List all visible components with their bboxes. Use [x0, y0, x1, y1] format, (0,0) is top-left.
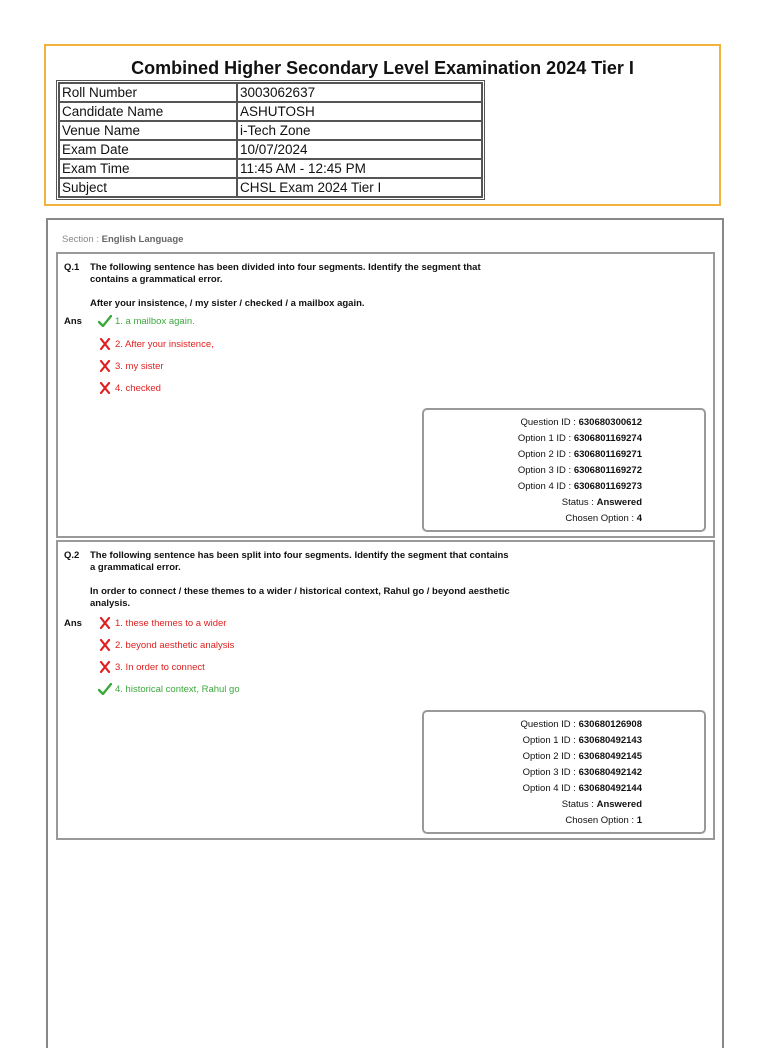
response-sheet [46, 218, 724, 1048]
option-2 [98, 639, 234, 651]
option-text: 2. After your insistence, [115, 338, 214, 350]
option-text: 3. In order to connect [115, 661, 205, 673]
row-label: Candidate Name [59, 102, 237, 121]
option-text: 2. beyond aesthetic analysis [115, 639, 235, 651]
question-sentence: In order to connect / these themes to a wider / historical context, Rahul go / beyond aesthetic analysis. [90, 586, 510, 609]
option-1 [98, 617, 226, 629]
info-row: Chosen Option : 1 [565, 815, 642, 826]
option-text: 4. checked [115, 382, 161, 394]
info-row: Option 2 ID : 630680492145 [522, 751, 642, 762]
table-row [59, 83, 482, 102]
question-info-box [422, 408, 706, 532]
option-4 [98, 382, 161, 394]
table-row [59, 178, 482, 197]
info-row: Option 3 ID : 630680492142 [522, 767, 642, 778]
option-4 [98, 683, 240, 695]
table-row [59, 121, 482, 140]
row-label: Subject [59, 178, 237, 197]
candidate-info-table [56, 80, 485, 200]
option-text: 1. these themes to a wider [115, 617, 227, 629]
exam-header [44, 44, 721, 206]
row-value: 3003062637 [237, 83, 482, 102]
row-value: 10/07/2024 [237, 140, 482, 159]
info-row: Status : Answered [561, 799, 642, 810]
option-3 [98, 661, 205, 673]
question-sentence: After your insistence, / my sister / checked / a mailbox again. [90, 298, 365, 309]
row-value: i-Tech Zone [237, 121, 482, 140]
option-text: 3. my sister [115, 360, 164, 372]
option-1 [98, 315, 195, 327]
cross-icon [98, 639, 112, 651]
row-value: 11:45 AM - 12:45 PM [237, 159, 482, 178]
row-label: Exam Time [59, 159, 237, 178]
exam-title: Combined Higher Secondary Level Examination 2024 Tier I [131, 58, 634, 78]
cross-icon [98, 661, 112, 673]
option-text: 4. historical context, Rahul go [115, 683, 240, 695]
question-number: Q.2 [64, 550, 80, 561]
cross-icon [98, 617, 112, 629]
info-row: Option 4 ID : 6306801169273 [517, 481, 642, 492]
table-row [59, 140, 482, 159]
row-value: CHSL Exam 2024 Tier I [237, 178, 482, 197]
row-label: Exam Date [59, 140, 237, 159]
question-text: The following sentence has been divided into four segments. Identify the segment that contains a grammatical error. [90, 262, 481, 285]
row-label: Roll Number [59, 83, 237, 102]
question-info-box [422, 710, 706, 834]
row-value: ASHUTOSH [237, 102, 482, 121]
ans-label: Ans [64, 618, 82, 629]
info-row: Option 2 ID : 6306801169271 [517, 449, 642, 460]
check-icon [98, 315, 112, 327]
question-text: The following sentence has been split into four segments. Identify the segment that contains a grammatical error. [90, 550, 509, 573]
ans-label: Ans [64, 316, 82, 327]
section-label [62, 234, 183, 245]
check-icon [98, 683, 112, 695]
info-row: Option 3 ID : 6306801169272 [517, 465, 642, 476]
question-number: Q.1 [64, 262, 80, 273]
table-row [59, 102, 482, 121]
section-name: English Language [101, 234, 184, 245]
info-row: Question ID : 630680126908 [520, 719, 642, 730]
table-row [59, 159, 482, 178]
info-row: Option 1 ID : 630680492143 [522, 735, 642, 746]
question-card-2 [56, 540, 715, 840]
option-3 [98, 360, 164, 372]
info-row: Chosen Option : 4 [565, 513, 642, 524]
cross-icon [98, 338, 112, 350]
section-prefix: Section : [62, 234, 102, 245]
question-card-1 [56, 252, 715, 538]
info-row: Status : Answered [561, 497, 642, 508]
info-row: Option 1 ID : 6306801169274 [517, 433, 642, 444]
option-2 [98, 338, 214, 350]
info-row: Option 4 ID : 630680492144 [522, 783, 642, 794]
row-label: Venue Name [59, 121, 237, 140]
option-text: 1. a mailbox again. [115, 315, 195, 327]
cross-icon [98, 382, 112, 394]
info-row: Question ID : 630680300612 [520, 417, 642, 428]
cross-icon [98, 360, 112, 372]
